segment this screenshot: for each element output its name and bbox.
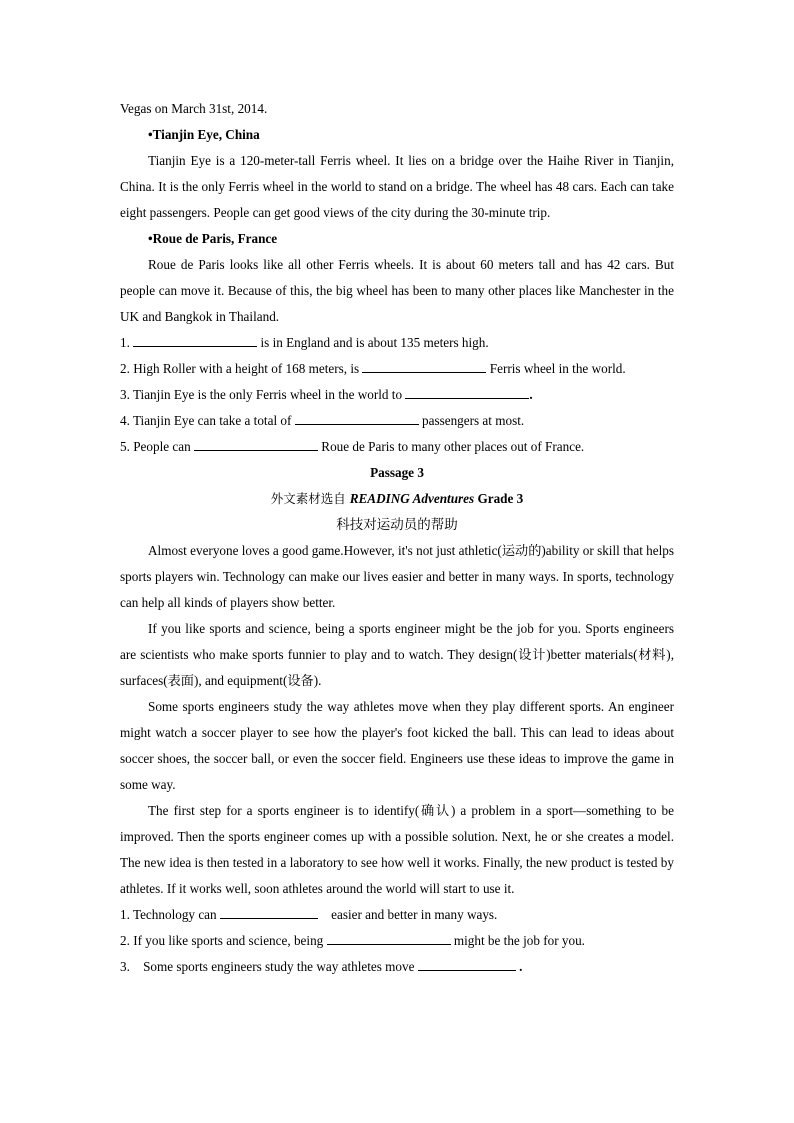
question-b2: 2. If you like sports and science, being might be the job for you. xyxy=(120,933,585,948)
answer-blank[interactable] xyxy=(220,905,318,919)
answer-blank[interactable] xyxy=(362,359,486,373)
paragraph-roue-de-paris: Roue de Paris looks like all other Ferris wheels. It is about 60 meters tall and has 42 cars. But people can move it. Because of this, the big wheel has been to many other places like Manchester in the UK and Bangkok in Thailand. xyxy=(120,257,674,324)
answer-blank[interactable] xyxy=(133,333,257,347)
passage-title: Passage 3 xyxy=(370,465,424,480)
document-page xyxy=(120,96,674,980)
paragraph-1: Almost everyone loves a good game.However, it's not just athletic(运动的)ability or skill that helps sports players win. Technology can make our lives easier and better in many ways. In sports, technology can help all kinds of players show better. xyxy=(120,543,674,610)
answer-blank[interactable] xyxy=(295,411,419,425)
question-a5: 5. People can Roue de Paris to many other places out of France. xyxy=(120,439,585,454)
heading-roue-de-paris: •Roue de Paris, France xyxy=(148,231,278,246)
question-a3: 3. Tianjin Eye is the only Ferris wheel in the world to . xyxy=(120,387,533,402)
paragraph-2: If you like sports and science, being a sports engineer might be the job for you. Sports engineers are scientists who make sports funnier to play and to watch. They design(设计)better materials(材料), surfaces(表面), and equipment(设备). xyxy=(120,621,674,688)
paragraph-4: The first step for a sports engineer is to identify(确认) a problem in a sport—something to be improved. Then the sports engineer comes up with a possible solution. Next, he or she creates a model. The new idea is then tested in a laboratory to see how well it works. Finally, the new product is tested by athletes. If it works well, soon athletes around the world will start to use it. xyxy=(120,803,674,896)
question-b3: 3. Some sports engineers study the way athletes move . xyxy=(120,959,523,974)
question-a4: 4. Tianjin Eye can take a total of passengers at most. xyxy=(120,413,525,428)
paragraph-tianjin-eye: Tianjin Eye is a 120-meter-tall Ferris wheel. It lies on a bridge over the Haihe River in Tianjin, China. It is the only Ferris wheel in the world to stand on a bridge. The wheel has 48 cars. Each can take eight passengers. People can get good views of the city during the 30-minute trip. xyxy=(120,153,674,220)
answer-blank[interactable] xyxy=(405,385,529,399)
paragraph-vegas: Vegas on March 31st, 2014. xyxy=(120,101,268,116)
paragraph-3: Some sports engineers study the way athletes move when they play different sports. An engineer might watch a soccer player to see how the player's foot kicked the ball. This can lead to ideas about soccer shoes, the soccer ball, or even the soccer field. Engineers use these ideas to improve the game in some way. xyxy=(120,699,674,792)
answer-blank[interactable] xyxy=(418,957,516,971)
passage-source: 外文素材选自 READING Adventures Grade 3 xyxy=(270,491,524,506)
question-a1: 1. is in England and is about 135 meters high. xyxy=(120,335,489,350)
heading-tianjin-eye: •Tianjin Eye, China xyxy=(148,127,260,142)
answer-blank[interactable] xyxy=(194,437,318,451)
question-b1: 1. Technology can easier and better in many ways. xyxy=(120,907,498,922)
passage-chinese-title: 科技对运动员的帮助 xyxy=(336,517,458,533)
answer-blank[interactable] xyxy=(327,931,451,945)
question-a2: 2. High Roller with a height of 168 meters, is Ferris wheel in the world. xyxy=(120,361,626,376)
